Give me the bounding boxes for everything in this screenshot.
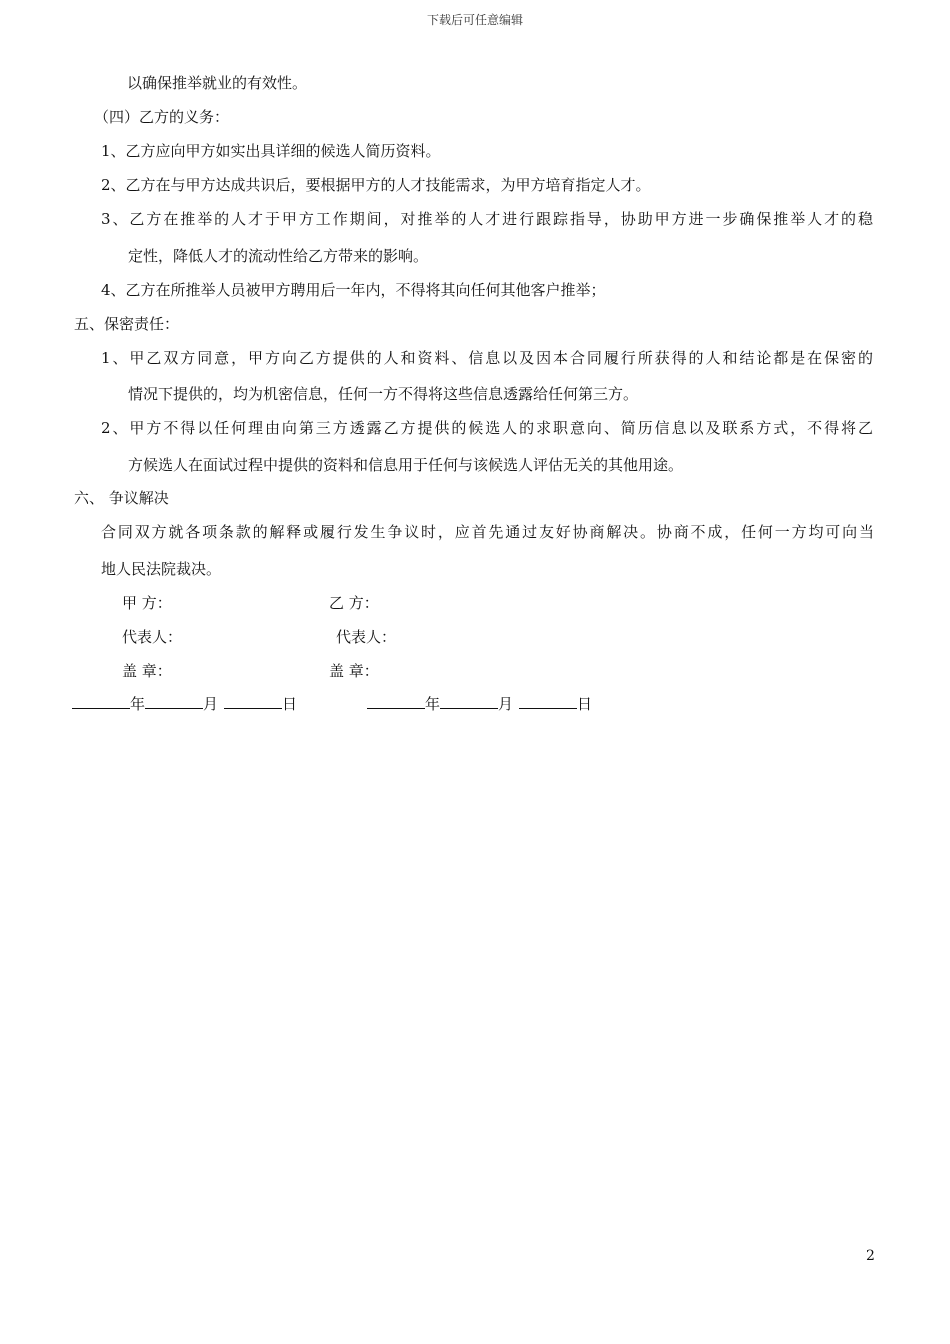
month-label: 月	[498, 695, 514, 713]
party-a-label: 甲 方：	[122, 594, 172, 612]
paragraph-line: 以确保推举就业的有效性。	[127, 74, 308, 92]
section-heading-dispute-resolution: 六、 争议解决	[74, 489, 169, 507]
list-item-continuation: 方候选人在面试过程中提供的资料和信息用于任何与该候选人评估无关的其他用途。	[128, 456, 684, 474]
page-number: 2	[866, 1248, 875, 1264]
list-item: 2、乙方在与甲方达成共识后，要根据甲方的人才技能需求，为甲方培育指定人才。	[101, 176, 651, 194]
year-blank	[72, 694, 130, 709]
seal-b-label: 盖 章：	[329, 662, 379, 680]
day-label: 日	[282, 695, 298, 713]
list-item: 2、甲方不得以任何理由向第三方透露乙方提供的候选人的求职意向、简历信息以及联系方式，不得将乙	[101, 419, 873, 437]
list-item: 4、乙方在所推举人员被甲方聘用后一年内，不得将其向任何其他客户推举；	[101, 281, 606, 299]
month-blank	[145, 694, 203, 709]
year-blank	[367, 694, 425, 709]
year-label: 年	[425, 695, 441, 713]
day-blank	[519, 694, 577, 709]
year-label: 年	[130, 695, 146, 713]
list-item: 3、乙方在推举的人才于甲方工作期间，对推举的人才进行跟踪指导，协助甲方进一步确保推举人才的稳	[101, 210, 873, 228]
page-header-note: 下载后可任意编辑	[426, 13, 523, 27]
representative-a-label: 代表人：	[122, 628, 183, 646]
section-heading-confidentiality: 五、保密责任：	[74, 315, 180, 333]
paragraph-line: 合同双方就各项条款的解释或履行发生争议时，应首先通过友好协商解决。协商不成，任何一方均可向当	[101, 523, 874, 541]
month-label: 月	[203, 695, 219, 713]
list-item: 1、乙方应向甲方如实出具详细的候选人简历资料。	[101, 142, 441, 160]
list-item-continuation: 情况下提供的，均为机密信息，任何一方不得将这些信息透露给任何第三方。	[128, 385, 639, 403]
seal-a-label: 盖 章：	[122, 662, 172, 680]
paragraph-line: 地人民法院裁决。	[101, 560, 222, 578]
list-item-continuation: 定性，降低人才的流动性给乙方带来的影响。	[128, 247, 429, 265]
month-blank	[440, 694, 498, 709]
list-item: 1、甲乙双方同意，甲方向乙方提供的人和资料、信息以及因本合同履行所获得的人和结论都是在保密的	[101, 349, 873, 367]
section-heading-party-b-duties: （四）乙方的义务：	[94, 108, 230, 126]
party-b-label: 乙 方：	[329, 594, 379, 612]
day-blank	[224, 694, 282, 709]
representative-b-label: 代表人：	[336, 628, 397, 646]
day-label: 日	[577, 695, 593, 713]
date-line-party-a	[72, 694, 297, 714]
date-line-party-b	[367, 694, 592, 714]
